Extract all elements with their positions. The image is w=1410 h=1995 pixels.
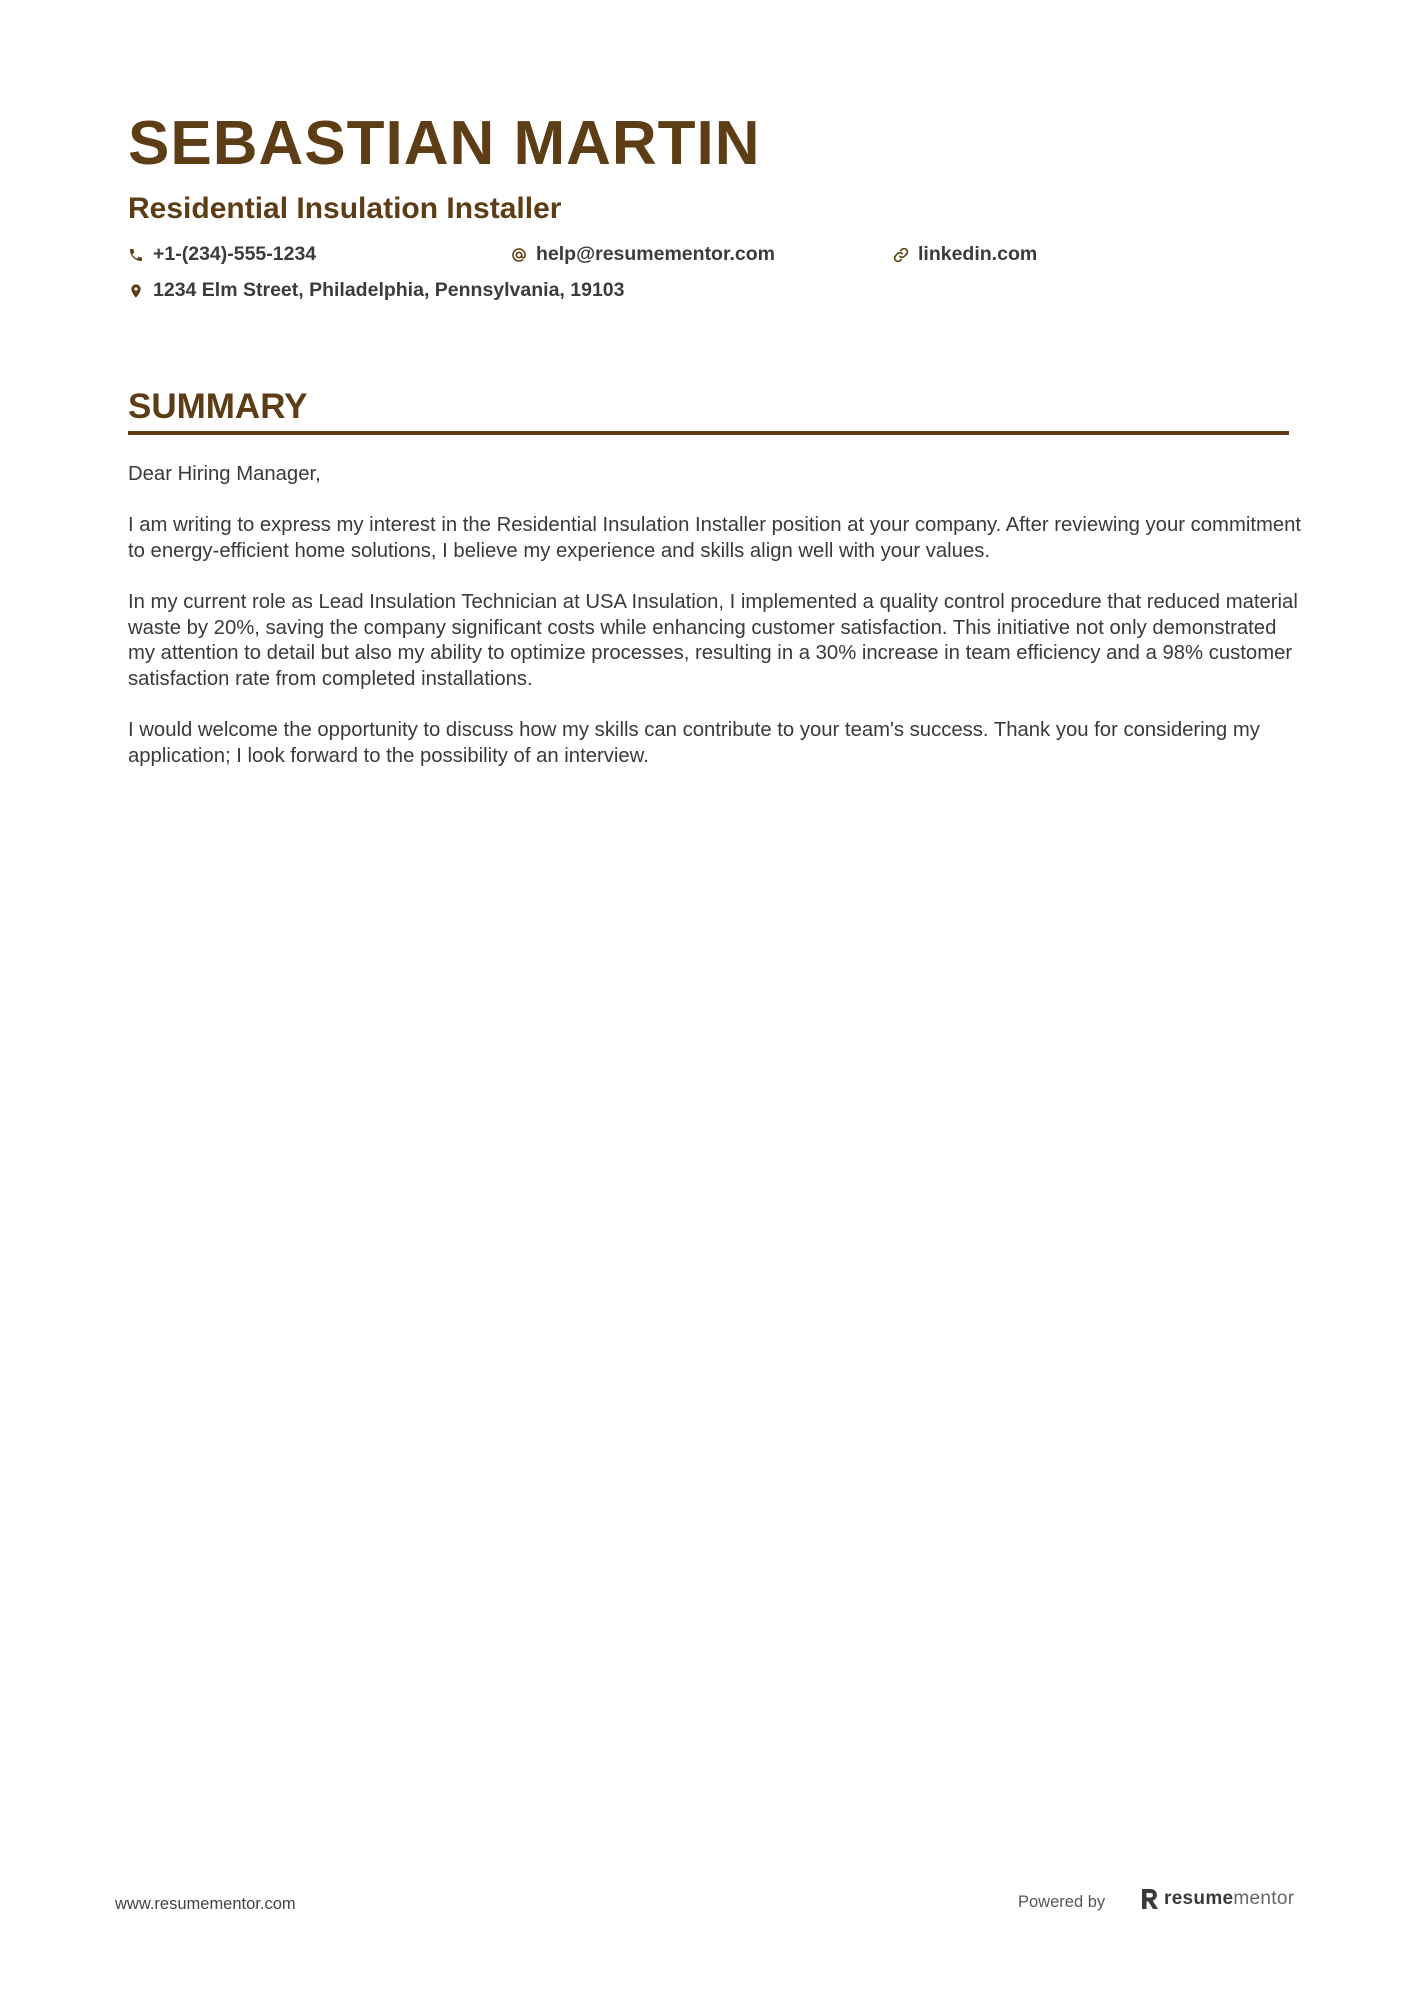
body-paragraph: I am writing to express my interest in the Residential Insulation Installer position at your company. After reviewing your commitment to energy-efficient home solutions, I believe my experience and skills align well with your values. (128, 514, 1302, 562)
link-icon (893, 247, 909, 263)
at-icon (511, 247, 527, 263)
summary-heading: SUMMARY (128, 387, 308, 426)
job-title: Residential Insulation Installer (128, 192, 562, 225)
linkedin-text[interactable]: linkedin.com (918, 243, 1038, 265)
contact-linkedin[interactable] (893, 245, 1037, 265)
powered-by-label: Powered by (1018, 1893, 1106, 1911)
letter-body (128, 462, 1308, 795)
brand-logo (1140, 1888, 1294, 1910)
contact-phone (128, 245, 316, 265)
resumementor-logo-icon (1140, 1888, 1159, 1910)
address-text: 1234 Elm Street, Philadelphia, Pennsylvania, 19103 (153, 279, 625, 301)
brand-wordmark (1164, 1888, 1294, 1910)
footer-website[interactable]: www.resumementor.com (115, 1895, 296, 1913)
phone-icon (128, 247, 144, 263)
contact-address (128, 281, 625, 301)
email-text[interactable]: help@resumementor.com (536, 243, 775, 265)
brand-wordmark-bold: resume (1164, 1888, 1234, 1909)
candidate-name: SEBASTIAN MARTIN (128, 109, 761, 178)
phone-text: +1-(234)-555-1234 (153, 243, 317, 265)
section-divider (128, 431, 1289, 435)
contact-email[interactable] (511, 245, 775, 265)
map-pin-icon (128, 283, 144, 299)
body-paragraph: In my current role as Lead Insulation Technician at USA Insulation, I implemented a quality control procedure that reduced material waste by 20%, saving the company significant costs while enhancing customer satisfaction. This initiative not only demonstrated my attention to detail but also my ability to optimize processes, resulting in a 30% increase in team efficiency and a 98% customer satisfaction rate from completed installations. (128, 590, 1298, 690)
body-paragraph: I would welcome the opportunity to discuss how my skills can contribute to your team's success. Thank you for considering my application; I look forward to the possibility of an interview. (128, 718, 1260, 767)
brand-wordmark-light: mentor (1233, 1888, 1295, 1909)
salutation: Dear Hiring Manager, (128, 463, 321, 485)
